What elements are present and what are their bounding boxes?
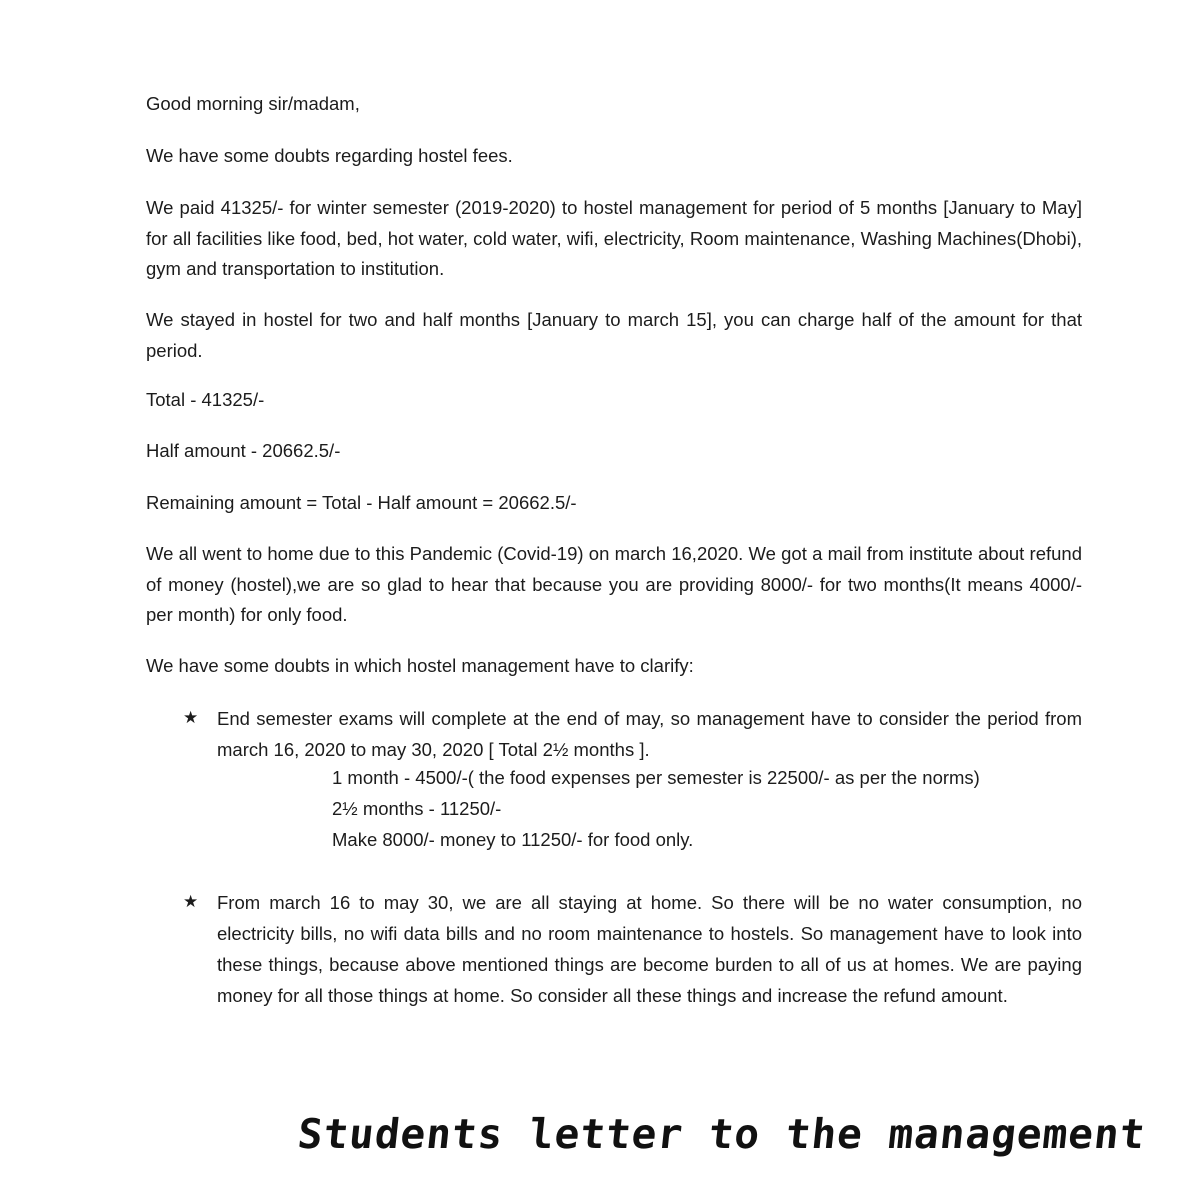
pandemic-paragraph: We all went to home due to this Pandemic (Covid-19) on march 16,2020. We got a mail from institute about refund of money (hostel),we are so glad to hear that because you are providing 8000/- for two months(It means 4000/- per month) for only food. <box>146 543 1082 625</box>
food-calc-line: 1 month - 4500/-( the food expenses per semester is 22500/- as per the norms) <box>332 767 980 788</box>
bullet-text: End semester exams will complete at the end of may, so management have to consider the period from march 16, 2020 to may 30, 2020 [ Total 2½ months ]. <box>217 708 1082 760</box>
doubts-intro: We have some doubts in which hostel management have to clarify: <box>146 655 694 676</box>
bullet-item-home-stay <box>183 887 1082 1011</box>
payment-paragraph: We paid 41325/- for winter semester (2019-2020) to hostel management for period of 5 months [January to May] for all facilities like food, bed, hot water, cold water, wifi, electricity, Room maintenance, Washing Machines(Dhobi), gym and transportation to institution. <box>146 197 1082 279</box>
bullet-item-exam-period <box>183 703 1082 765</box>
food-calc-line: 2½ months - 11250/- <box>332 798 502 819</box>
star-bullet-icon: ★ <box>183 708 199 728</box>
intro-line: We have some doubts regarding hostel fees. <box>146 145 513 166</box>
food-calc-line: Make 8000/- money to 11250/- for food only. <box>332 829 694 850</box>
remaining-amount-line: Remaining amount = Total - Half amount = 20662.5/- <box>146 492 577 513</box>
greeting: Good morning sir/madam, <box>146 93 360 114</box>
total-line: Total - 41325/- <box>146 389 265 410</box>
half-amount-line: Half amount - 20662.5/- <box>146 440 341 461</box>
bullet-text: From march 16 to may 30, we are all staying at home. So there will be no water consumption, no electricity bills, no wifi data bills and no room maintenance to hostels. So management have to look into these things, because above mentioned things are become burden to all of us at homes. We are paying money for all those things at home. So consider all these things and increase the refund amount. <box>217 892 1082 1006</box>
handwritten-caption: Students letter to the management <box>295 1110 1149 1158</box>
star-bullet-icon: ★ <box>183 892 199 912</box>
stay-paragraph: We stayed in hostel for two and half months [January to march 15], you can charge half of the amount for that period. <box>146 309 1082 361</box>
